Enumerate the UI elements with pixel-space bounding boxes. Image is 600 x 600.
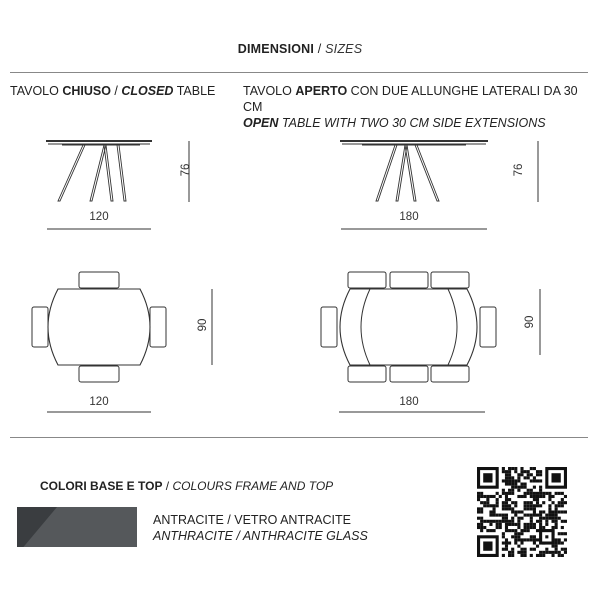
closed-side-view	[46, 141, 152, 201]
colors-title-sep: /	[162, 479, 173, 493]
color-description	[153, 512, 368, 544]
open-side-view	[340, 141, 488, 201]
open-bold: APERTO	[295, 84, 348, 98]
qr-code-icon	[477, 467, 567, 557]
color-name-it: ANTRACITE / VETRO ANTRACITE	[153, 513, 351, 527]
color-name-en: ANTHRACITE / ANTHRACITE GLASS	[153, 529, 368, 543]
title-bold: DIMENSIONI	[237, 42, 315, 56]
colors-heading	[40, 479, 333, 493]
colors-title-bold: COLORI BASE E TOP	[40, 479, 163, 493]
closed-plan-width-label: 120	[89, 396, 109, 408]
open-height-label: 76	[513, 163, 525, 177]
open-width-label: 180	[399, 211, 419, 223]
closed-bold: CHIUSO	[62, 84, 111, 98]
colors-title-italic: COLOURS FRAME AND TOP	[172, 479, 334, 493]
closed-sep: /	[110, 84, 122, 98]
title-separator: /	[314, 42, 326, 56]
bottom-divider	[10, 437, 588, 438]
closed-top-view	[32, 272, 166, 382]
open-depth-label: 90	[524, 315, 536, 329]
open-prefix: TAVOLO	[243, 84, 296, 98]
open-top-view	[321, 272, 496, 382]
closed-bold-italic: CLOSED	[121, 84, 174, 98]
open-suffix: CON DUE ALLUNGHE LATERALI DA 30 CM	[243, 84, 578, 114]
open-suffix-2: TABLE WITH TWO 30 CM SIDE EXTENSIONS	[278, 116, 546, 130]
anthracite-swatch	[17, 507, 137, 547]
closed-prefix: TAVOLO	[10, 84, 63, 98]
open-bold-italic: OPEN	[243, 116, 279, 130]
open-plan-width-label: 180	[399, 396, 419, 408]
closed-depth-label: 90	[197, 318, 209, 332]
closed-width-label: 120	[89, 211, 109, 223]
closed-suffix: TABLE	[173, 84, 216, 98]
title-italic: SIZES	[325, 42, 363, 56]
closed-height-label: 76	[180, 163, 192, 177]
